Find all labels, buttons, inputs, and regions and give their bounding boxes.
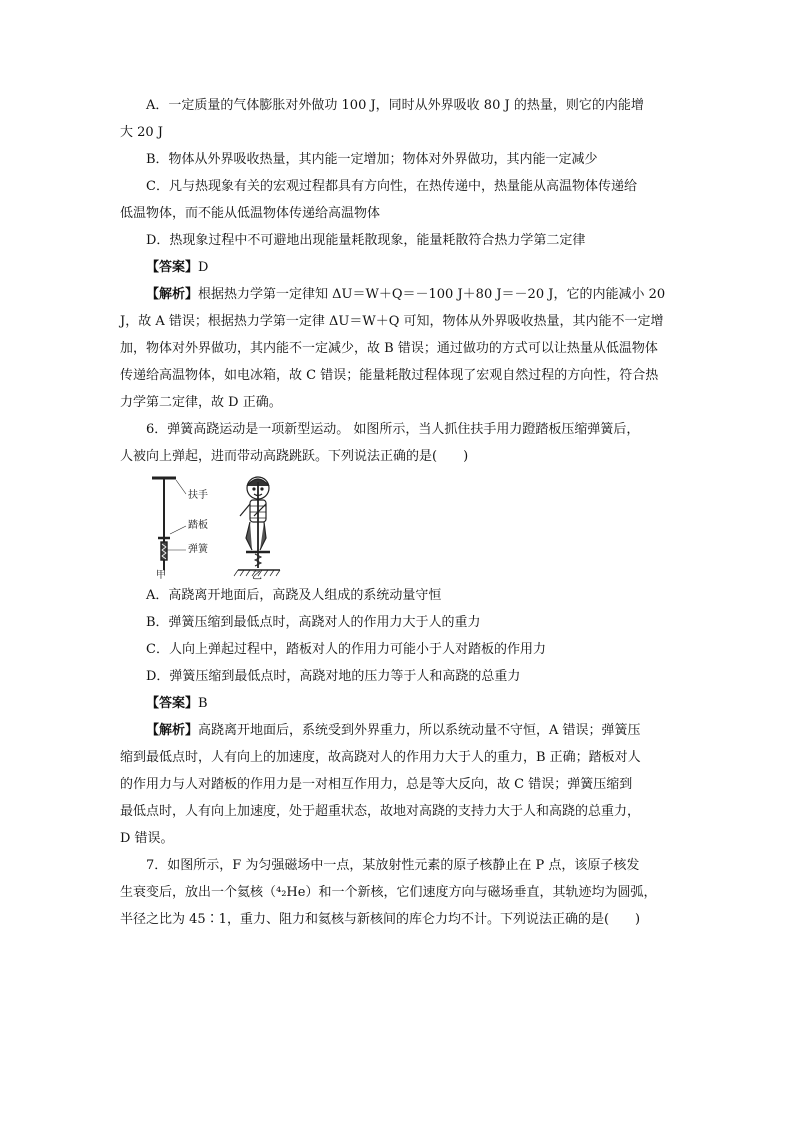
label-pedal: 踏板 (188, 520, 208, 531)
q6-analysis-line2: 缩到最低点时，人有向上的加速度，故高跷对人的作用力大于人的重力，B 正确；踏板对人 (120, 750, 641, 765)
q5-analysis-line3: 加，物体对外界做功，其内能不一定减少，故 B 错误；通过做功的方式可以让热量从低温物体 (120, 341, 658, 356)
q6-stem-line2: 人被向上弹起，进而带动高跷跳跃。下列说法正确的是( ) (120, 449, 469, 464)
q6-answer (120, 690, 680, 717)
child-on-pogo-drawing (234, 477, 280, 576)
q6-analysis-line1 (120, 717, 680, 744)
q5-analysis-text1: 根据热力学第一定律知 ΔU＝W＋Q＝－100 J＋80 J＝－20 J，它的内能减小 20 (198, 287, 666, 302)
q6-answer-value: B (198, 696, 208, 711)
q5-analysis-line2: J，故 A 错误；根据热力学第一定律 ΔU＝W＋Q 可知，物体从外界吸收热量，其内能不一定增 (120, 314, 664, 329)
q5-analysis-line5: 力学第二定律，故 D 正确。 (120, 395, 282, 410)
q7-stem-line1: 7．如图所示，F 为匀强磁场中一点，某放射性元素的原子核静止在 P 点，该原子核发 (146, 858, 640, 873)
q6-analysis-line4: 最低点时，人有向上加速度，处于超重状态，故地对高跷的支持力大于人和高跷的总重力， (120, 804, 641, 819)
label-yi: 乙 (252, 571, 262, 582)
q5-option-a-line1: A．一定质量的气体膨胀对外做功 100 J，同时从外界吸收 80 J 的热量，则它的内能增 (146, 98, 644, 113)
label-spring: 弹簧 (188, 544, 208, 555)
q6-option-d: D．弹簧压缩到最低点时，高跷对地的压力等于人和高跷的总重力 (146, 669, 521, 684)
pogo-stick-illustration (142, 472, 402, 582)
label-handle: 扶手 (188, 490, 208, 501)
pogo-stick-figure (142, 472, 402, 582)
q6-analysis-text1: 高跷离开地面后，系统受到外界重力，所以系统动量不守恒，A 错误；弹簧压 (198, 723, 641, 738)
q5-option-c-line2: 低温物体，而不能从低温物体传递给高温物体 (120, 206, 381, 221)
q6-option-b: B．弹簧压缩到最低点时，高跷对人的作用力大于人的重力 (146, 615, 481, 630)
answer-tag: 【答案】 (146, 260, 199, 275)
q5-analysis-line1 (120, 281, 680, 308)
document-page (120, 92, 680, 933)
q7-stem-line2: 生衰变后，放出一个氦核（⁴₂He）和一个新核，它们速度方向与磁场垂直，其轨迹均为圆弧， (120, 885, 657, 900)
q6-analysis-line3: 的作用力与人对踏板的作用力是一对相互作用力，总是等大反向，故 C 错误；弹簧压缩到 (120, 777, 633, 792)
q6-option-a: A．高跷离开地面后，高跷及人组成的系统动量守恒 (146, 588, 442, 603)
label-jia: 甲 (156, 570, 166, 581)
q5-option-d: D．热现象过程中不可避地出现能量耗散现象，能量耗散符合热力学第二定律 (146, 233, 586, 248)
pogo-stick-drawing (152, 478, 186, 570)
analysis-tag: 【解析】 (146, 287, 199, 302)
q5-option-c-line1: C．凡与热现象有关的宏观过程都具有方向性，在热传递中，热量能从高温物体传递给 (146, 179, 637, 194)
q5-option-b: B．物体从外界吸收热量，其内能一定增加；物体对外界做功，其内能一定减少 (146, 152, 598, 167)
q5-analysis-line4: 传递给高温物体，如电冰箱，故 C 错误；能量耗散过程体现了宏观自然过程的方向性，符合热 (120, 368, 659, 383)
q6-analysis-line5: D 错误。 (120, 831, 174, 846)
q6-stem-line1: 6．弹簧高跷运动是一项新型运动。 如图所示，当人抓住扶手用力蹬踏板压缩弹簧后， (146, 422, 640, 437)
q5-answer-value: D (198, 260, 209, 275)
answer-tag: 【答案】 (146, 696, 199, 711)
q5-option-a-line2: 大 20 J (120, 125, 164, 140)
analysis-tag: 【解析】 (146, 723, 199, 738)
q5-answer (120, 254, 680, 281)
q6-option-c: C．人向上弹起过程中，踏板对人的作用力可能小于人对踏板的作用力 (146, 642, 546, 657)
q7-stem-line3: 半径之比为 45∶1，重力、阻力和氦核与新核间的库仑力均不计。下列说法正确的是( ) (120, 912, 641, 927)
